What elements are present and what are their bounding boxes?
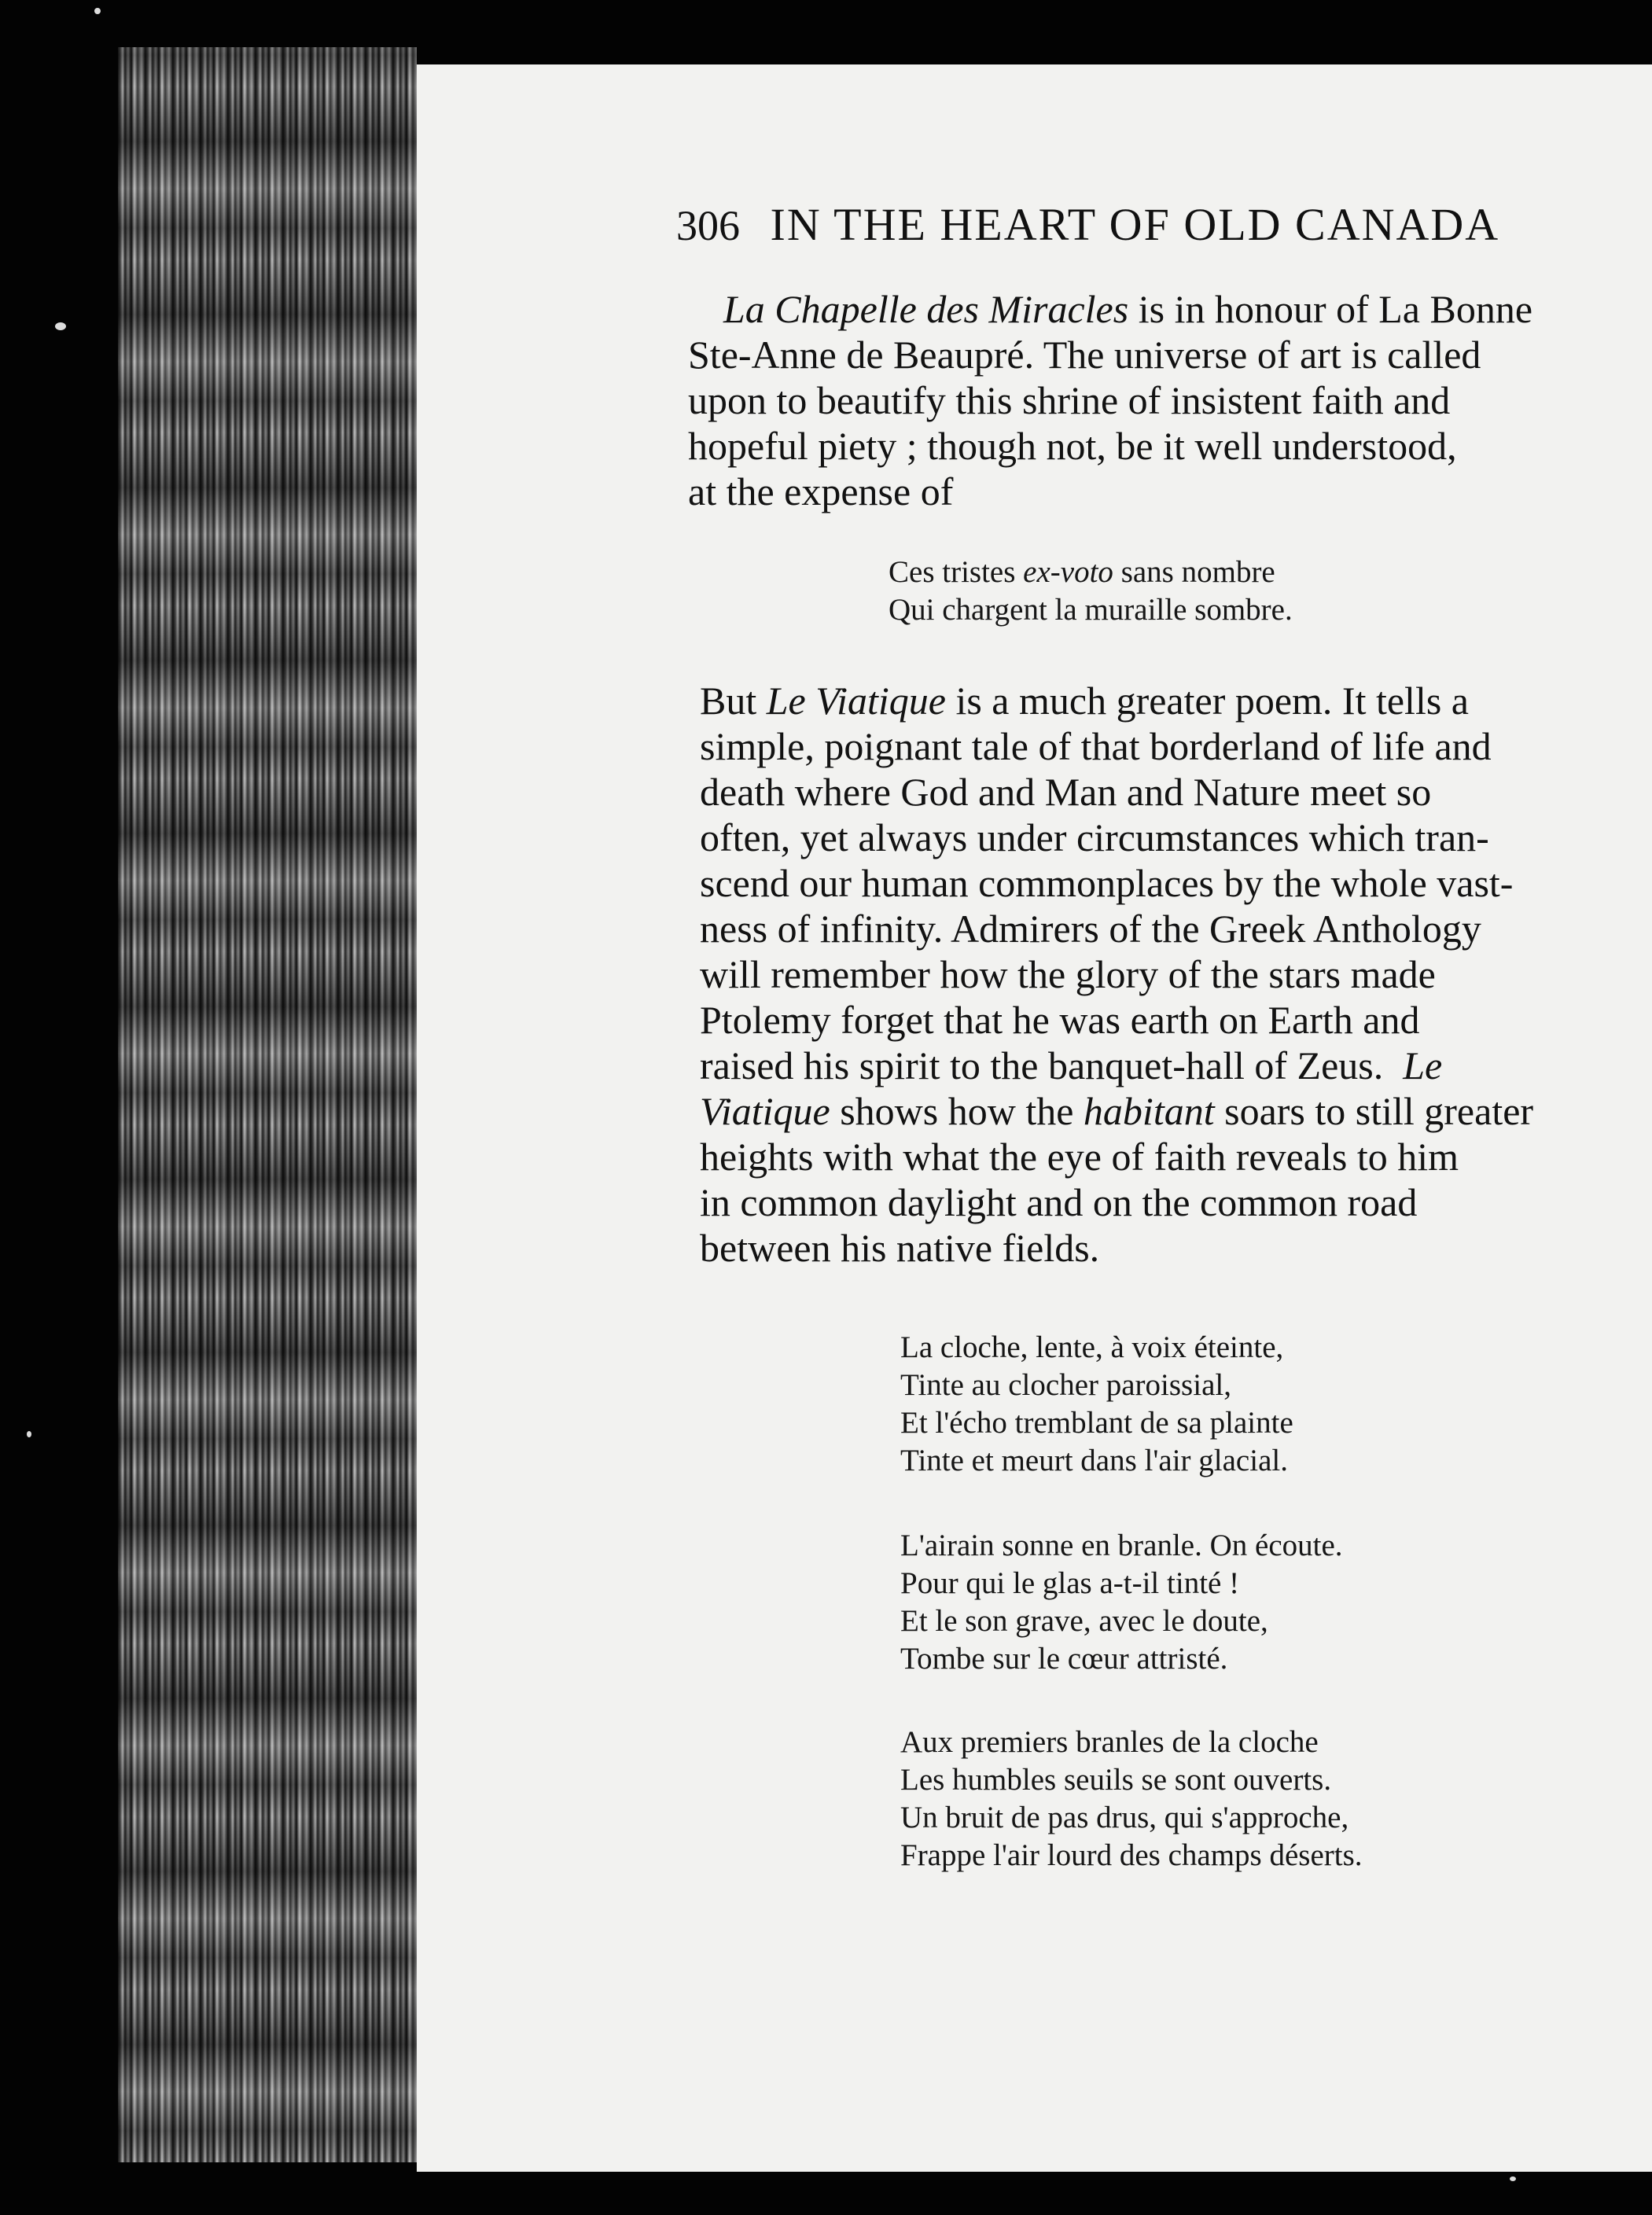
text-line: raised his spirit to the banquet-hall of Zeus. Le — [700, 1043, 1443, 1087]
paragraph-chapelle — [688, 286, 1532, 514]
text-line: in common daylight and on the common road — [700, 1180, 1418, 1224]
verse-line: Qui chargent la muraille sombre. — [889, 593, 1293, 627]
verse-line: Aux premiers branles de la cloche — [900, 1725, 1319, 1759]
running-title: IN THE HEART OF OLD CANADA — [770, 199, 1500, 250]
scan-speck — [94, 8, 101, 14]
verse-line: Les humbles seuils se sont ouverts. — [900, 1763, 1332, 1797]
italic-title: La Chapelle des Miracles — [723, 287, 1129, 331]
running-header — [676, 198, 1499, 251]
verse-line: Et le son grave, avec le doute, — [900, 1604, 1268, 1638]
page-number: 306 — [676, 202, 740, 249]
text-line: often, yet always under circumstances which tran- — [700, 815, 1489, 859]
verse-line: Tinte au clocher paroissial, — [900, 1368, 1231, 1402]
book-page — [417, 64, 1652, 2172]
text-line: But Le Viatique is a much greater poem. It tells a — [700, 679, 1469, 723]
text-line: ness of infinity. Admirers of the Greek Anthology — [700, 907, 1481, 951]
text-line: simple, poignant tale of that borderland of life and — [700, 724, 1492, 768]
scan-speck — [1510, 2176, 1516, 2181]
text-line: scend our human commonplaces by the whole vast- — [700, 861, 1514, 905]
poem-stanza-2 — [900, 1527, 1343, 1678]
paragraph-viatique — [700, 678, 1533, 1271]
scan-speck — [27, 1431, 31, 1437]
text-line: at the expense of — [688, 469, 954, 513]
text-line: death where God and Man and Nature meet so — [700, 770, 1432, 814]
text-line: between his native fields. — [700, 1226, 1100, 1270]
verse-line: Tombe sur le cœur attristé. — [900, 1642, 1228, 1676]
verse-line: L'airain sonne en branle. On écoute. — [900, 1529, 1343, 1562]
scan-speck — [55, 322, 66, 330]
verse-line: Un bruit de pas drus, qui s'approche, — [900, 1801, 1349, 1834]
verse-line: Ces tristes ex-voto sans nombre — [889, 555, 1275, 589]
text-line: Ste-Anne de Beaupré. The universe of art is called — [688, 333, 1481, 377]
text-line: hopeful piety ; though not, be it well understood, — [688, 424, 1457, 468]
text-line: Ptolemy forget that he was earth on Earth and — [700, 998, 1420, 1042]
verse-line: Et l'écho tremblant de sa plainte — [900, 1406, 1293, 1440]
verse-line: Frappe l'air lourd des champs déserts. — [900, 1838, 1363, 1872]
quoted-verse — [889, 554, 1293, 629]
poem-stanza-3 — [900, 1724, 1363, 1875]
text-line: heights with what the eye of faith reveals to him — [700, 1135, 1459, 1179]
verse-line: Pour qui le glas a-t-il tinté ! — [900, 1566, 1240, 1600]
text-line: will remember how the glory of the stars made — [700, 952, 1436, 996]
verse-line: Tinte et meurt dans l'air glacial. — [900, 1444, 1288, 1477]
text-line: La Chapelle des Miracles is in honour of La Bonne — [723, 287, 1533, 331]
poem-stanza-1 — [900, 1329, 1293, 1480]
book-page-edges — [118, 47, 417, 2162]
text-line: upon to beautify this shrine of insistent faith and — [688, 378, 1451, 422]
text-line: Viatique shows how the habitant soars to still greater — [700, 1089, 1534, 1133]
verse-line: La cloche, lente, à voix éteinte, — [900, 1330, 1284, 1364]
